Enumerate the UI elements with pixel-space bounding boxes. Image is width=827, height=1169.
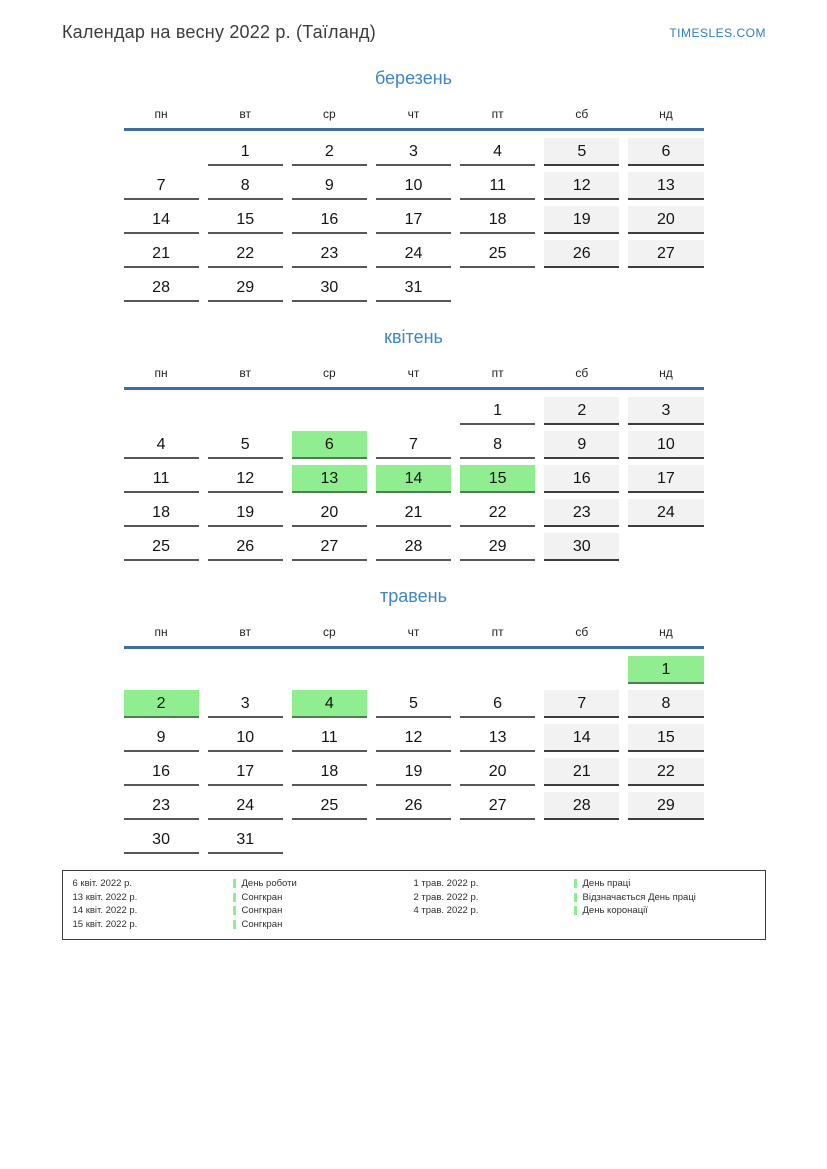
- day-cell: 8: [460, 431, 535, 459]
- day-cell-empty: [124, 656, 199, 684]
- month-title: травень: [380, 586, 447, 606]
- day-cell: 12: [208, 465, 283, 493]
- day-cell: 14: [124, 206, 199, 234]
- day-cell-weekend: 27: [628, 240, 703, 268]
- weekday-label: сб: [575, 107, 589, 121]
- months-container: [124, 68, 704, 854]
- day-cell: 2: [292, 138, 367, 166]
- legend-holiday-name: Сонгкран: [241, 891, 283, 903]
- day-cell-empty: [376, 397, 451, 425]
- day-cell: 25: [460, 240, 535, 268]
- weekday-label: ср: [323, 366, 336, 380]
- legend-holiday-name: Сонгкран: [241, 905, 283, 916]
- day-cell: 24: [208, 792, 283, 820]
- day-cell-holiday: 6: [292, 431, 367, 459]
- day-cell: 26: [376, 792, 451, 820]
- legend-date: 6 квіт. 2022 р.: [72, 878, 133, 889]
- legend-item: [73, 904, 414, 918]
- day-cell-empty: [628, 274, 703, 302]
- day-cell: 3: [376, 138, 451, 166]
- day-cell: 25: [124, 533, 199, 561]
- day-cell: 21: [124, 240, 199, 268]
- legend-holiday: [574, 891, 696, 905]
- day-cell-empty: [376, 656, 451, 684]
- legend-column: [73, 877, 414, 931]
- day-cell-empty: [292, 397, 367, 425]
- day-cell-weekend: 5: [544, 138, 619, 166]
- weekday-label: ср: [323, 625, 336, 639]
- day-cell-empty: [208, 656, 283, 684]
- day-cell-empty: [376, 826, 451, 854]
- weekday-header-row: [124, 107, 704, 121]
- day-cell-weekend: 26: [544, 240, 619, 268]
- day-cell: 11: [292, 724, 367, 752]
- day-cell-empty: [208, 397, 283, 425]
- day-cell: 18: [124, 499, 199, 527]
- day-cell-weekend: 2: [544, 397, 619, 425]
- day-cell: 13: [460, 724, 535, 752]
- legend-date: 13 квіт. 2022 р.: [72, 891, 138, 903]
- weekday-label: вт: [239, 107, 252, 121]
- day-cell-weekend: 21: [544, 758, 619, 786]
- legend-item: [73, 918, 414, 932]
- day-cell: 18: [292, 758, 367, 786]
- legend-column: [414, 877, 755, 931]
- day-cell: 16: [124, 758, 199, 786]
- legend-holiday: [233, 877, 297, 891]
- day-cell: 11: [124, 465, 199, 493]
- legend-holiday-name: День роботи: [241, 878, 297, 889]
- header-divider-line: [124, 387, 704, 390]
- day-cell-empty: [628, 533, 703, 561]
- day-cell: 27: [460, 792, 535, 820]
- day-cell-weekend: 14: [544, 724, 619, 752]
- holiday-marker-icon: [233, 893, 236, 902]
- day-cell: 28: [124, 274, 199, 302]
- weekday-label: пт: [491, 625, 504, 639]
- day-cell-weekend: 30: [544, 533, 619, 561]
- day-cell-weekend: 20: [628, 206, 703, 234]
- day-cell: 4: [124, 431, 199, 459]
- legend-date: 15 квіт. 2022 р.: [72, 918, 138, 930]
- weekday-label: пт: [491, 107, 504, 121]
- day-cell: 30: [124, 826, 199, 854]
- month-grid: [124, 397, 704, 561]
- weekday-label: ср: [323, 107, 336, 121]
- weekday-label: вт: [239, 366, 252, 380]
- day-cell: 6: [460, 690, 535, 718]
- day-cell-weekend: 9: [544, 431, 619, 459]
- day-cell: 1: [208, 138, 283, 166]
- day-cell: 8: [208, 172, 283, 200]
- day-cell-weekend: 15: [628, 724, 703, 752]
- day-cell: 11: [460, 172, 535, 200]
- weekday-label: пн: [154, 107, 168, 121]
- day-cell-weekend: 16: [544, 465, 619, 493]
- day-cell-weekend: 29: [628, 792, 703, 820]
- day-cell: 23: [292, 240, 367, 268]
- month-title: березень: [374, 68, 453, 88]
- day-cell: 26: [208, 533, 283, 561]
- holiday-marker-icon: [233, 906, 236, 915]
- weekday-label: чт: [407, 625, 420, 639]
- day-cell-holiday: 13: [292, 465, 367, 493]
- month-section: [124, 327, 704, 561]
- legend-holiday: [233, 891, 283, 905]
- day-cell: 1: [460, 397, 535, 425]
- legend-date: 4 трав. 2022 р.: [413, 905, 479, 916]
- day-cell-empty: [544, 274, 619, 302]
- day-cell-weekend: 10: [628, 431, 703, 459]
- day-cell-empty: [292, 826, 367, 854]
- day-cell: 7: [124, 172, 199, 200]
- day-cell-weekend: 19: [544, 206, 619, 234]
- day-cell: 4: [460, 138, 535, 166]
- day-cell: 27: [292, 533, 367, 561]
- legend-item: [414, 904, 755, 918]
- holiday-marker-icon: [233, 879, 236, 888]
- day-cell-weekend: 24: [628, 499, 703, 527]
- legend-item: [73, 877, 414, 891]
- day-cell: 5: [208, 431, 283, 459]
- weekday-label: пн: [154, 366, 168, 380]
- month-section: [124, 68, 704, 302]
- legend-holiday: [574, 877, 631, 891]
- day-cell-holiday: 4: [292, 690, 367, 718]
- day-cell: 19: [376, 758, 451, 786]
- weekday-label: нд: [659, 366, 673, 380]
- legend-holiday-name: День праці: [582, 878, 631, 889]
- weekday-label: сб: [575, 625, 589, 639]
- day-cell: 9: [124, 724, 199, 752]
- day-cell: 29: [208, 274, 283, 302]
- page-header: [0, 0, 827, 43]
- legend-holiday: [574, 904, 648, 918]
- day-cell-empty: [124, 138, 199, 166]
- weekday-label: нд: [659, 625, 673, 639]
- day-cell-weekend: 7: [544, 690, 619, 718]
- day-cell: 28: [376, 533, 451, 561]
- day-cell-empty: [460, 274, 535, 302]
- month-title: квітень: [384, 327, 443, 347]
- legend-item: [414, 891, 755, 905]
- legend-item: [73, 891, 414, 905]
- day-cell-holiday: 14: [376, 465, 451, 493]
- weekday-label: вт: [239, 625, 252, 639]
- day-cell-weekend: 3: [628, 397, 703, 425]
- day-cell: 12: [376, 724, 451, 752]
- day-cell: 9: [292, 172, 367, 200]
- day-cell-empty: [628, 826, 703, 854]
- weekday-label: пт: [491, 366, 504, 380]
- weekday-label: пн: [154, 625, 168, 639]
- day-cell-weekend: 23: [544, 499, 619, 527]
- weekday-label: нд: [659, 107, 673, 121]
- day-cell: 20: [292, 499, 367, 527]
- day-cell-weekend: 12: [544, 172, 619, 200]
- day-cell: 18: [460, 206, 535, 234]
- holiday-marker-icon: [574, 893, 577, 902]
- month-section: [124, 586, 704, 854]
- day-cell: 24: [376, 240, 451, 268]
- legend-holiday-name: День коронації: [582, 905, 648, 916]
- day-cell-holiday: 2: [124, 690, 199, 718]
- legend-date: 14 квіт. 2022 р.: [72, 905, 138, 916]
- page-title: Календар на весну 2022 р. (Таїланд): [62, 22, 376, 42]
- day-cell-empty: [460, 826, 535, 854]
- day-cell-holiday: 15: [460, 465, 535, 493]
- day-cell: 10: [376, 172, 451, 200]
- day-cell-weekend: 22: [628, 758, 703, 786]
- day-cell-holiday: 1: [628, 656, 703, 684]
- header-divider-line: [124, 128, 704, 131]
- holiday-marker-icon: [574, 906, 577, 915]
- day-cell: 19: [208, 499, 283, 527]
- day-cell: 15: [208, 206, 283, 234]
- day-cell-empty: [544, 826, 619, 854]
- weekday-header-row: [124, 625, 704, 639]
- month-grid: [124, 138, 704, 302]
- legend-date: 2 трав. 2022 р.: [413, 891, 479, 903]
- day-cell-weekend: 28: [544, 792, 619, 820]
- legend-date: 1 трав. 2022 р.: [413, 878, 479, 889]
- day-cell: 17: [208, 758, 283, 786]
- day-cell-empty: [544, 656, 619, 684]
- day-cell-empty: [124, 397, 199, 425]
- day-cell-weekend: 8: [628, 690, 703, 718]
- day-cell: 31: [208, 826, 283, 854]
- day-cell: 23: [124, 792, 199, 820]
- day-cell: 7: [376, 431, 451, 459]
- day-cell: 16: [292, 206, 367, 234]
- day-cell: 17: [376, 206, 451, 234]
- day-cell: 31: [376, 274, 451, 302]
- day-cell: 22: [460, 499, 535, 527]
- day-cell: 30: [292, 274, 367, 302]
- header-divider-line: [124, 646, 704, 649]
- month-grid: [124, 656, 704, 854]
- day-cell: 10: [208, 724, 283, 752]
- day-cell: 22: [208, 240, 283, 268]
- day-cell: 5: [376, 690, 451, 718]
- weekday-label: чт: [407, 107, 420, 121]
- day-cell-weekend: 13: [628, 172, 703, 200]
- site-link[interactable]: TIMESLES.COM: [669, 26, 766, 40]
- day-cell: 3: [208, 690, 283, 718]
- weekday-label: сб: [575, 366, 589, 380]
- weekday-header-row: [124, 366, 704, 380]
- legend-holiday: [233, 904, 283, 918]
- weekday-label: чт: [407, 366, 420, 380]
- legend-box: [62, 870, 766, 940]
- legend-holiday-name: Сонгкран: [241, 918, 283, 930]
- day-cell-weekend: 17: [628, 465, 703, 493]
- legend-holiday: [233, 918, 283, 932]
- legend-item: [414, 877, 755, 891]
- legend-holiday-name: Відзначається День праці: [582, 891, 696, 903]
- day-cell: 21: [376, 499, 451, 527]
- day-cell-weekend: 6: [628, 138, 703, 166]
- day-cell: 20: [460, 758, 535, 786]
- day-cell: 25: [292, 792, 367, 820]
- day-cell: 29: [460, 533, 535, 561]
- holiday-marker-icon: [233, 920, 236, 929]
- day-cell-empty: [460, 656, 535, 684]
- day-cell-empty: [292, 656, 367, 684]
- holiday-marker-icon: [574, 879, 577, 888]
